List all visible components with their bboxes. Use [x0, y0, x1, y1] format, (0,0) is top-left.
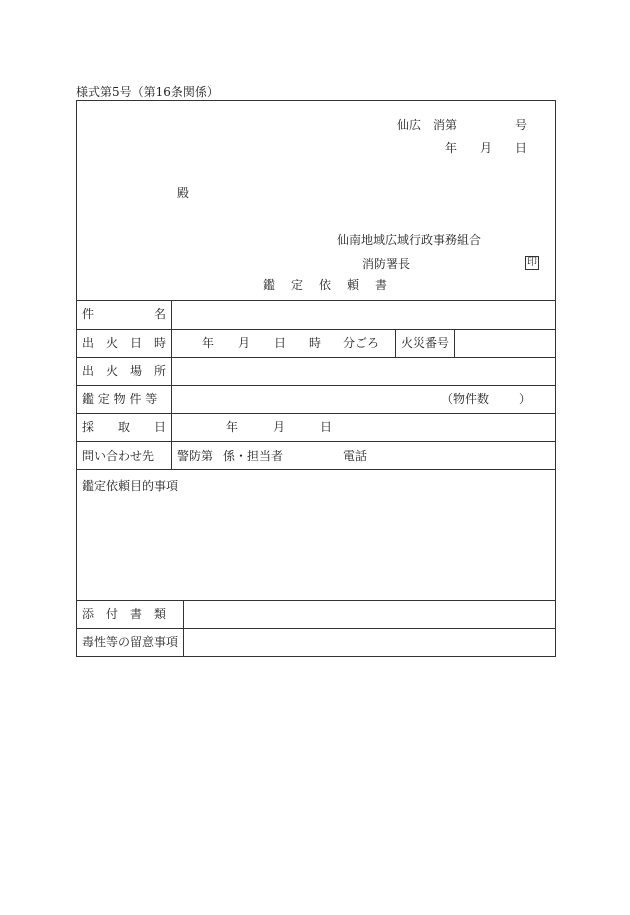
header-date-month: 月	[480, 141, 493, 155]
collection-day: 日	[320, 420, 333, 434]
case-name-label: 件 名	[82, 307, 167, 321]
purpose-label: 鑑定依頼目的事項	[82, 479, 179, 493]
attachments-label: 添 付 書 類	[82, 607, 167, 621]
row-divider	[76, 300, 556, 301]
items-count-close: ）	[519, 392, 532, 406]
label-column-divider	[171, 300, 172, 469]
row-divider	[76, 329, 556, 330]
row-divider	[76, 628, 556, 629]
items-count-open: （物件数	[441, 392, 490, 406]
contact-dept: 警防第	[177, 449, 214, 463]
addressee-suffix: 殿	[177, 186, 190, 200]
row-divider	[76, 600, 556, 601]
chief-title: 消防署長	[362, 257, 411, 271]
organization-name: 仙南地域広域行政事務組合	[337, 233, 482, 247]
fire-minute: 分ごろ	[343, 336, 380, 350]
contact-staff: 係・担当者	[223, 449, 284, 463]
items-label: 鑑 定 物 件 等	[82, 392, 158, 406]
row-divider	[76, 469, 556, 470]
fire-hour: 時	[309, 336, 322, 350]
row-divider	[76, 385, 556, 386]
office-prefix: 仙広	[397, 118, 422, 132]
header-date-day: 日	[515, 141, 528, 155]
collection-month: 月	[273, 420, 286, 434]
fire-month: 月	[238, 336, 251, 350]
row-divider	[76, 413, 556, 414]
header-date-year: 年	[445, 141, 458, 155]
row-divider	[76, 357, 556, 358]
fire-datetime-label: 出 火 日 時	[82, 336, 167, 350]
fire-day: 日	[274, 336, 287, 350]
seal-box: 印	[527, 257, 537, 268]
toxicity-label: 毒性等の留意事項	[82, 635, 179, 649]
fire-location-label: 出 火 場 所	[82, 364, 167, 378]
form-title: 様式第5号（第16条関係）	[76, 85, 219, 99]
form-frame	[76, 100, 556, 657]
bottom-label-column-divider	[183, 600, 184, 657]
fire-number-divider-left	[395, 329, 396, 357]
collection-year: 年	[226, 420, 239, 434]
document-title: 鑑 定 依 頼 書	[263, 278, 390, 292]
collection-date-label: 採 取 日	[82, 420, 167, 434]
contact-label: 問い合わせ先	[82, 449, 155, 463]
fire-number-divider-right	[454, 329, 455, 357]
contact-phone: 電話	[343, 449, 368, 463]
fire-number-label: 火災番号	[401, 336, 450, 350]
fire-year: 年	[202, 336, 215, 350]
number-suffix: 号	[515, 118, 528, 132]
row-divider	[76, 441, 556, 442]
office-mid: 消第	[433, 118, 458, 132]
